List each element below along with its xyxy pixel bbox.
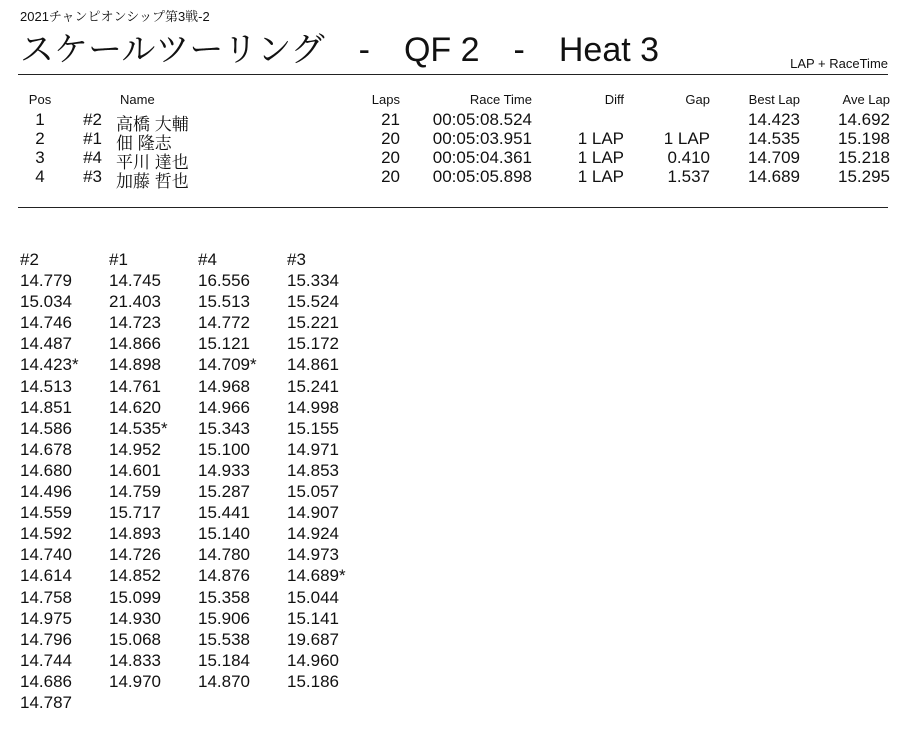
lap-time: 14.744: [20, 650, 72, 670]
lap-column: [20, 249, 109, 713]
results-header: [18, 92, 888, 110]
lap-column-header: #4: [198, 250, 217, 269]
lap-time: 14.761: [109, 376, 161, 396]
table-row: [18, 167, 890, 191]
col-pos: Pos: [28, 92, 52, 107]
lap-time: 14.559: [20, 503, 72, 523]
lap-time: 14.851: [20, 397, 72, 417]
lap-time: 14.796: [20, 629, 72, 649]
lap-time: 15.172: [287, 334, 339, 354]
lap-column-header: #2: [20, 250, 39, 269]
lap-time: 14.998: [287, 397, 339, 417]
car-number: #1: [83, 129, 102, 148]
lap-time: 14.620: [109, 397, 161, 417]
lap-time: 15.287: [198, 482, 250, 502]
ave-lap: 14.692: [838, 110, 890, 129]
lap-time: 14.975: [20, 608, 72, 628]
lap-time: 15.538: [198, 629, 250, 649]
lap-time: 14.853: [287, 460, 339, 480]
lap-time: 15.034: [20, 292, 72, 312]
page-title: スケールツーリング - QF 2 - Heat 3: [20, 31, 660, 69]
lap-time: 14.487: [20, 334, 72, 354]
lap-time: 15.334: [287, 271, 339, 291]
pos: 3: [35, 148, 45, 167]
ave-lap: 15.198: [838, 129, 890, 148]
lap-time: 14.971: [287, 439, 339, 459]
lap-time: 14.535*: [109, 418, 168, 438]
lap-time: 15.068: [109, 629, 161, 649]
lap-time: 14.866: [109, 334, 161, 354]
lap-time: 14.833: [109, 650, 161, 670]
lap-time: 14.678: [20, 439, 72, 459]
lap-column-header: #1: [109, 250, 128, 269]
lap-time: 15.221: [287, 313, 339, 333]
lap-time: 14.709*: [198, 355, 257, 375]
table-row: [18, 129, 890, 153]
lap-time: 14.861: [287, 355, 339, 375]
lap-time: 14.759: [109, 482, 161, 502]
lap-time: 15.044: [287, 587, 339, 607]
pos: 1: [35, 110, 45, 129]
driver-name: 平川 達也: [116, 153, 189, 172]
lap-time: 14.970: [109, 671, 161, 691]
race-time: 00:05:04.361: [432, 148, 532, 167]
lap-time: 14.907: [287, 503, 339, 523]
col-laps: Laps: [371, 92, 400, 107]
diff: 1 LAP: [577, 148, 624, 167]
lap-time: 14.968: [198, 376, 250, 396]
lap-time: 14.745: [109, 271, 161, 291]
lap-time: 14.898: [109, 355, 161, 375]
gap: 0.410: [667, 148, 710, 167]
lap-time: 15.906: [198, 608, 250, 628]
race-time: 00:05:08.524: [432, 110, 532, 129]
driver-name: 加藤 哲也: [116, 172, 189, 191]
event-name: 2021チャンピオンシップ第3戦-2: [20, 9, 210, 24]
lap-time: 16.556: [198, 271, 250, 291]
display-mode: LAP + RaceTime: [790, 56, 888, 71]
car-number: #3: [83, 167, 102, 186]
lap-time: 15.121: [198, 334, 250, 354]
lap-time: 15.186: [287, 671, 339, 691]
col-best-lap: Best Lap: [748, 92, 800, 107]
col-gap: Gap: [685, 92, 710, 107]
lap-time: 21.403: [109, 292, 161, 312]
lap-time: 14.689*: [287, 566, 346, 586]
gap: 1 LAP: [663, 129, 710, 148]
best-lap: 14.423: [748, 110, 800, 129]
lap-time: 15.100: [198, 439, 250, 459]
lap-time: 14.513: [20, 376, 72, 396]
table-row: [18, 110, 890, 134]
lap-column: [109, 249, 198, 713]
diff: 1 LAP: [577, 129, 624, 148]
lap-time: 14.772: [198, 313, 250, 333]
lap-time: 14.592: [20, 524, 72, 544]
race-time: 00:05:03.951: [432, 129, 532, 148]
table-row: [18, 148, 890, 172]
lap-time: 15.140: [198, 524, 250, 544]
laps: 21: [381, 110, 400, 129]
col-race-time: Race Time: [469, 92, 532, 107]
lap-time: 14.496: [20, 482, 72, 502]
best-lap: 14.689: [748, 167, 800, 186]
lap-time: 14.870: [198, 671, 250, 691]
lap-time: 14.746: [20, 313, 72, 333]
lap-time: 15.343: [198, 418, 250, 438]
car-number: #2: [83, 110, 102, 129]
lap-time: 15.241: [287, 376, 339, 396]
lap-column: [198, 249, 287, 713]
ave-lap: 15.295: [838, 167, 890, 186]
driver-name: 佃 隆志: [116, 134, 172, 153]
lap-time: 15.717: [109, 503, 161, 523]
diff: 1 LAP: [577, 167, 624, 186]
lap-time: 19.687: [287, 629, 339, 649]
lap-time: 14.930: [109, 608, 161, 628]
car-number: #4: [83, 148, 102, 167]
lap-time: 14.740: [20, 545, 72, 565]
laps: 20: [381, 129, 400, 148]
lap-time: 14.893: [109, 524, 161, 544]
lap-time: 14.614: [20, 566, 72, 586]
gap: 1.537: [667, 167, 710, 186]
lap-time: 14.758: [20, 587, 72, 607]
lap-time: 14.852: [109, 566, 161, 586]
top-rule: [18, 74, 888, 75]
pos: 4: [35, 167, 45, 186]
lap-time: 14.779: [20, 271, 72, 291]
lap-time: 14.960: [287, 650, 339, 670]
lap-times-table: [20, 249, 376, 713]
lap-time: 14.423*: [20, 355, 79, 375]
ave-lap: 15.218: [838, 148, 890, 167]
lap-column-header: #3: [287, 250, 306, 269]
lap-time: 14.973: [287, 545, 339, 565]
driver-name: 高橋 大輔: [116, 115, 189, 134]
laps: 20: [381, 167, 400, 186]
lap-time: 14.726: [109, 545, 161, 565]
lap-time: 15.441: [198, 503, 250, 523]
col-name: Name: [120, 92, 155, 107]
lap-time: 14.787: [20, 692, 72, 712]
race-time: 00:05:05.898: [432, 167, 532, 186]
lap-time: 14.601: [109, 460, 161, 480]
pos: 2: [35, 129, 45, 148]
best-lap: 14.709: [748, 148, 800, 167]
lap-time: 14.680: [20, 460, 72, 480]
lap-column: [287, 249, 376, 713]
results-table: [18, 92, 890, 191]
lap-time: 14.686: [20, 671, 72, 691]
col-diff: Diff: [604, 92, 624, 107]
lap-time: 15.057: [287, 482, 339, 502]
lap-time: 15.099: [109, 587, 161, 607]
lap-time: 14.876: [198, 566, 250, 586]
laps: 20: [381, 148, 400, 167]
lap-time: 14.924: [287, 524, 339, 544]
lap-time: 14.723: [109, 313, 161, 333]
lap-time: 14.952: [109, 439, 161, 459]
lap-time: 14.780: [198, 545, 250, 565]
lap-time: 14.966: [198, 397, 250, 417]
best-lap: 14.535: [748, 129, 800, 148]
lap-time: 15.155: [287, 418, 339, 438]
lap-time: 15.141: [287, 608, 339, 628]
lap-time: 15.358: [198, 587, 250, 607]
lap-time: 15.513: [198, 292, 250, 312]
bottom-rule: [18, 207, 888, 208]
lap-time: 15.524: [287, 292, 339, 312]
col-ave-lap: Ave Lap: [842, 92, 890, 107]
lap-time: 14.933: [198, 460, 250, 480]
lap-time: 15.184: [198, 650, 250, 670]
lap-time: 14.586: [20, 418, 72, 438]
